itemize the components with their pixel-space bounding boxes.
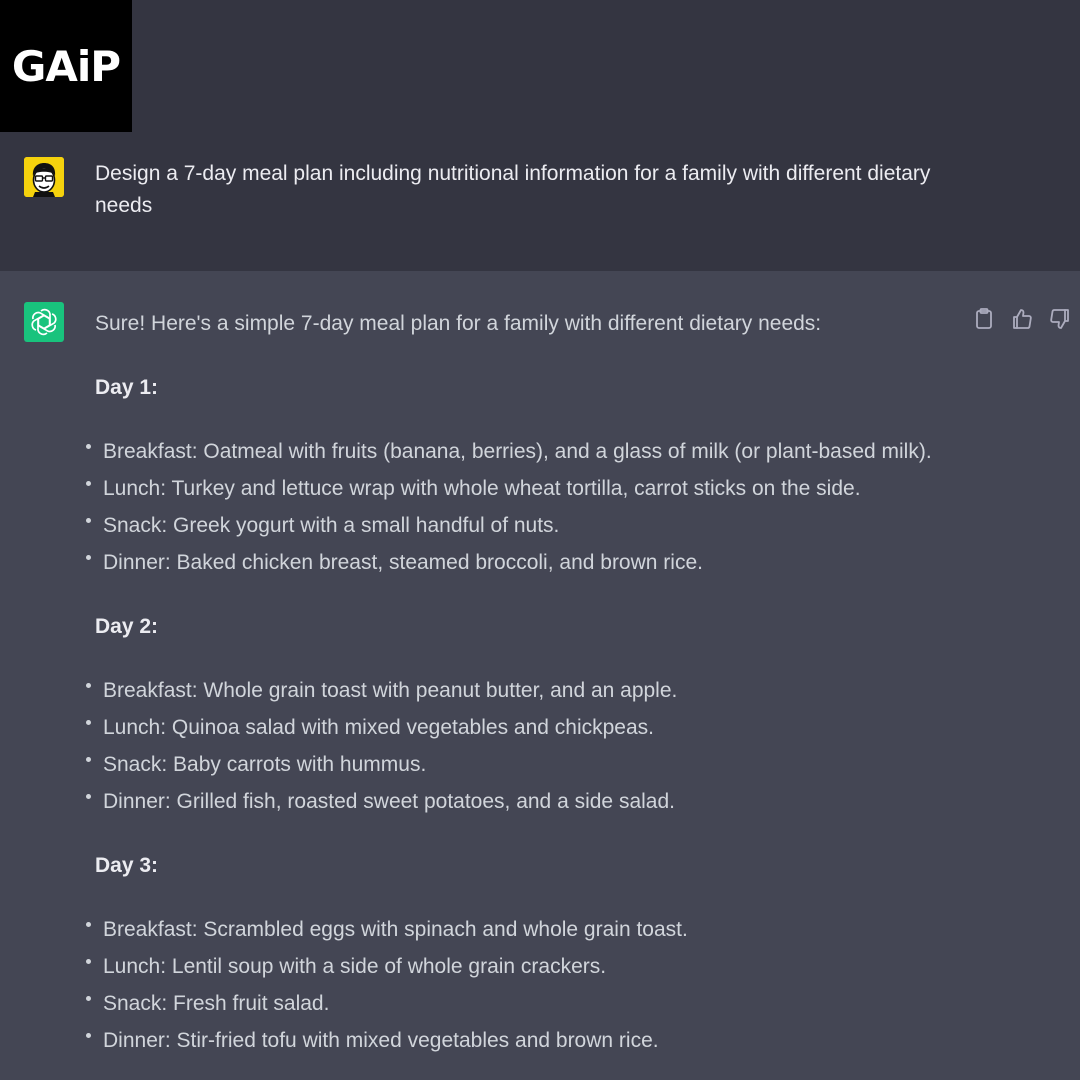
user-prompt-text: Design a 7-day meal plan including nutritional information for a family with different dietary needs <box>95 162 931 217</box>
user-message-section <box>0 0 1080 271</box>
list-item: Snack: Fresh fruit salad. <box>95 985 1055 1022</box>
meal-list <box>95 433 1055 581</box>
list-item: Breakfast: Oatmeal with fruits (banana, berries), and a glass of milk (or plant-based milk). <box>95 433 1055 470</box>
openai-logo-icon <box>24 302 64 342</box>
list-item: Lunch: Lentil soup with a side of whole grain crackers. <box>95 948 1055 985</box>
list-item: Snack: Baby carrots with hummus. <box>95 746 1055 783</box>
list-item: Dinner: Grilled fish, roasted sweet potatoes, and a side salad. <box>95 783 1055 820</box>
user-avatar-icon <box>24 157 64 197</box>
meal-list <box>95 672 1055 820</box>
list-item: Dinner: Stir-fried tofu with mixed vegetables and brown rice. <box>95 1022 1055 1059</box>
response-intro: Sure! Here's a simple 7-day meal plan for a family with different dietary needs: <box>95 312 822 335</box>
list-item: Snack: Greek yogurt with a small handful of nuts. <box>95 507 1055 544</box>
list-item: Breakfast: Scrambled eggs with spinach and whole grain toast. <box>95 911 1055 948</box>
list-item: Breakfast: Whole grain toast with peanut butter, and an apple. <box>95 672 1055 709</box>
assistant-response <box>95 305 1055 1080</box>
brand-logo: GAiP <box>0 0 132 132</box>
list-item: Lunch: Turkey and lettuce wrap with whole wheat tortilla, carrot sticks on the side. <box>95 470 1055 507</box>
day-heading: Day 1: <box>95 376 159 399</box>
day-heading: Day 3: <box>95 854 159 877</box>
list-item: Lunch: Quinoa salad with mixed vegetables and chickpeas. <box>95 709 1055 746</box>
day-heading: Day 2: <box>95 615 159 638</box>
meal-list <box>95 911 1055 1059</box>
list-item: Dinner: Baked chicken breast, steamed broccoli, and brown rice. <box>95 544 1055 581</box>
